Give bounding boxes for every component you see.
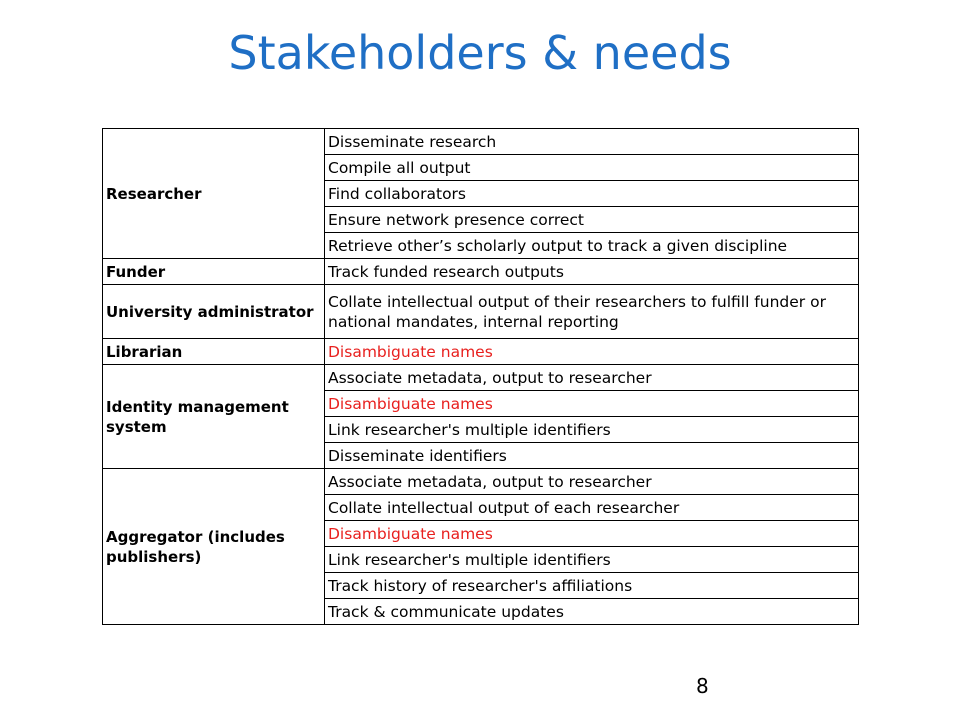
stakeholder-cell: University administrator bbox=[103, 285, 325, 339]
need-cell: Collate intellectual output of each researcher bbox=[325, 495, 859, 521]
table-row bbox=[103, 365, 859, 391]
need-cell: Link researcher's multiple identifiers bbox=[325, 417, 859, 443]
table-row bbox=[103, 339, 859, 365]
need-cell: Track & communicate updates bbox=[325, 599, 859, 625]
need-cell: Link researcher's multiple identifiers bbox=[325, 547, 859, 573]
need-cell: Disambiguate names bbox=[325, 521, 859, 547]
stakeholder-cell: Librarian bbox=[103, 339, 325, 365]
need-cell: Retrieve other’s scholarly output to track a given discipline bbox=[325, 233, 859, 259]
table-row bbox=[103, 469, 859, 495]
need-cell: Compile all output bbox=[325, 155, 859, 181]
need-cell: Disambiguate names bbox=[325, 339, 859, 365]
table-row bbox=[103, 285, 859, 339]
need-cell: Associate metadata, output to researcher bbox=[325, 365, 859, 391]
need-cell: Disambiguate names bbox=[325, 391, 859, 417]
need-cell: Disseminate identifiers bbox=[325, 443, 859, 469]
stakeholder-cell: Aggregator (includes publishers) bbox=[103, 469, 325, 625]
need-cell: Associate metadata, output to researcher bbox=[325, 469, 859, 495]
stakeholder-cell: Identity management system bbox=[103, 365, 325, 469]
stakeholder-cell: Funder bbox=[103, 259, 325, 285]
need-cell: Find collaborators bbox=[325, 181, 859, 207]
stakeholder-cell: Researcher bbox=[103, 129, 325, 259]
table-row bbox=[103, 129, 859, 155]
slide-title: Stakeholders & needs bbox=[228, 26, 732, 80]
page-number: 8 bbox=[696, 674, 709, 698]
need-cell: Track history of researcher's affiliations bbox=[325, 573, 859, 599]
need-cell: Track funded research outputs bbox=[325, 259, 859, 285]
need-cell: Ensure network presence correct bbox=[325, 207, 859, 233]
need-cell: Disseminate research bbox=[325, 129, 859, 155]
need-cell: Collate intellectual output of their researchers to fulfill funder or national mandates, internal reporting bbox=[325, 285, 859, 339]
table-row bbox=[103, 259, 859, 285]
stakeholders-table bbox=[102, 128, 859, 625]
